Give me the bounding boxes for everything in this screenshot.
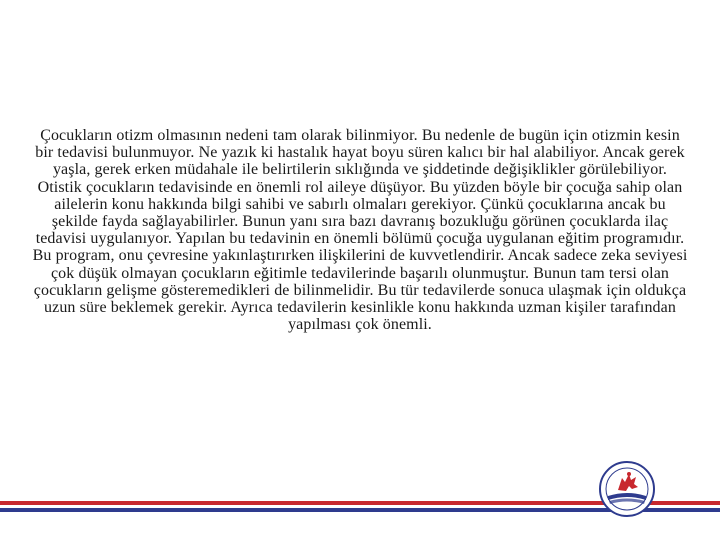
slide-body-text: Çocukların otizm olmasının nedeni tam olarak bilinmiyor. Bu nedenle de bugün için otizmin kesin bir tedavisi bulunmuyor. Ne yazık ki hastalık hayat boyu süren kalıcı bir hal alabiliyor. Ancak gerek yaşla, gerek erken müdahale ile belirtilerin sıklığında ve şiddetinde değişiklikler görülebiliyor. Otistik çocukların tedavisinde en önemli rol aileye düşüyor. Bu yüzden böyle bir çocuğa sahip olan ailelerin konu hakkında bilgi sahibi ve sabırlı olmaları gerekiyor. Çünkü çocuklarına ancak bu şekilde fayda sağlayabilirler. Bunun yanı sıra bazı davranış bozukluğu görünen çocuklarda ilaç tedavisi uygulanıyor. Yapılan bu tedavinin en önemli bölümü çocuğa uygulanan eğitim programıdır. Bu program, onu çevresine yakınlaştırırken ilişkilerini de kuvvetlendirir. Ancak sadece zeka seviyesi çok düşük olmayan çocukların eğitimle tedavilerinde başarılı olunmuştur. Bunun tam tersi olan çocukların gelişme gösteremedikleri de bilinmelidir. Bu tür tedavilerde sonuca ulaşmak için oldukça uzun süre beklemek gerekir. Ayrıca tedavilerin kesinlikle konu hakkında uzman kişiler tarafından yapılması çok önemli. [32,127,688,334]
university-seal-icon [598,460,656,518]
